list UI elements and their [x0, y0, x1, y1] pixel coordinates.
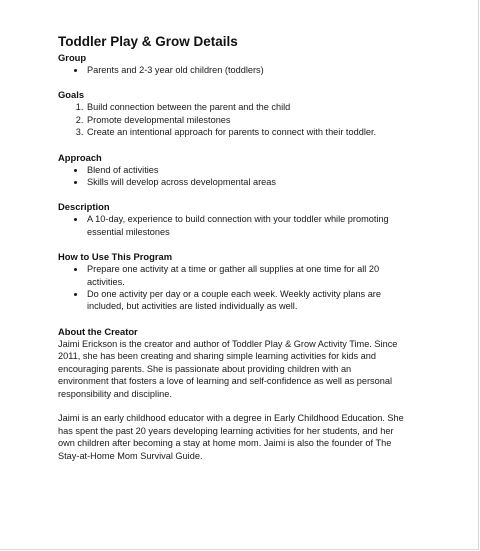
- approach-section: [58, 152, 404, 189]
- list-item: 1. Build connection between the parent and the child: [86, 101, 404, 113]
- page-title: Toddler Play & Grow Details: [58, 34, 238, 49]
- group-section: [58, 52, 404, 76]
- list-item: • Parents and 2-3 year old children (toddlers): [86, 64, 404, 76]
- group-list: [58, 64, 404, 76]
- list-item: • Do one activity per day or a couple each week. Weekly activity plans are included, but activities are listed individually as well.: [86, 288, 404, 313]
- list-item: 2. Promote developmental milestones: [86, 114, 404, 126]
- description-list: [58, 213, 404, 238]
- list-item: • A 10-day, experience to build connection with your toddler while promoting essential milestones: [86, 213, 404, 238]
- list-item: 3. Create an intentional approach for parents to connect with their toddler.: [86, 126, 404, 138]
- list-item: • Skills will develop across developmental areas: [86, 176, 404, 188]
- how-to-use-list: [58, 263, 404, 313]
- description-heading: Description: [58, 201, 110, 213]
- list-item: • Prepare one activity at a time or gather all supplies at one time for all 20 activities.: [86, 263, 404, 288]
- document-content: [58, 34, 404, 475]
- approach-list: [58, 164, 404, 189]
- approach-heading: Approach: [58, 151, 102, 163]
- about-paragraph: Jaimi Erickson is the creator and author of Toddler Play & Grow Activity Time. Since 2011, she has been creating and sharing simple learning activities for kids and encouraging parents. She is passionate about providing children with an environment that fosters a love of learning and self-confidence as well as personal responsibility and discipline.: [58, 338, 398, 399]
- goals-heading: Goals: [58, 89, 85, 101]
- goals-section: [58, 89, 404, 138]
- about-heading: About the Creator: [58, 325, 138, 337]
- about-section: [58, 326, 404, 462]
- group-heading: Group: [58, 52, 87, 63]
- list-item: • Blend of activities: [86, 164, 404, 176]
- about-paragraph: Jaimi is an early childhood educator with a degree in Early Childhood Education. She has spent the past 20 years developing learning activities for her students, and her own children after becoming a stay at home mom. Jaimi is also the founder of The Stay-at-Home Mom Survival Guide.: [58, 413, 404, 461]
- how-to-use-heading: How to Use This Program: [58, 251, 173, 263]
- how-to-use-section: [58, 251, 404, 313]
- goals-list: [58, 101, 404, 138]
- description-section: [58, 201, 404, 238]
